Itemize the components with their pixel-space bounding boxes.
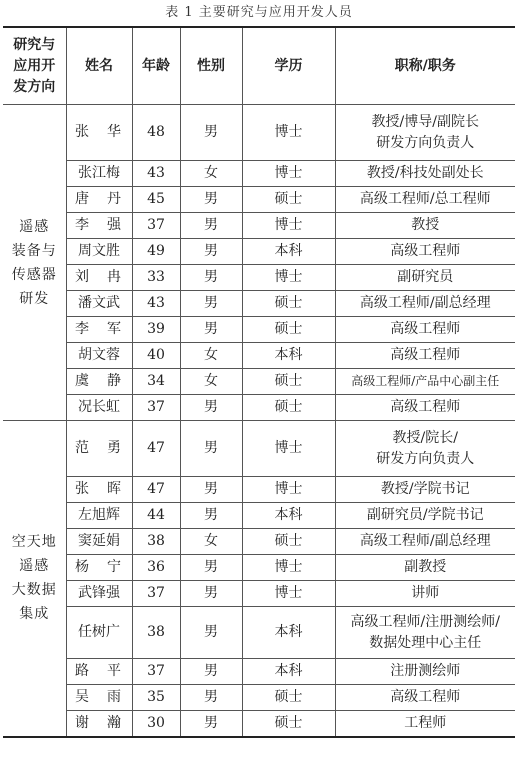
name-cell: 武锋强 (66, 581, 132, 607)
age-cell: 33 (132, 265, 180, 291)
age-cell: 43 (132, 161, 180, 187)
title-cell: 教授/院长/ 研发方向负责人 (335, 421, 515, 477)
title-cell: 副教授 (335, 555, 515, 581)
education-cell: 硕士 (242, 187, 335, 213)
title-cell: 工程师 (335, 711, 515, 737)
title-cell: 高级工程师 (335, 343, 515, 369)
age-cell: 44 (132, 503, 180, 529)
gender-cell: 男 (180, 395, 242, 421)
table-row (3, 607, 515, 659)
title-cell: 教授/科技处副处长 (335, 161, 515, 187)
table-row (3, 529, 515, 555)
gender-cell: 男 (180, 213, 242, 239)
header-age: 年龄 (132, 27, 180, 105)
gender-cell: 男 (180, 477, 242, 503)
title-cell: 教授/博导/副院长 研发方向负责人 (335, 105, 515, 161)
header-education: 学历 (242, 27, 335, 105)
table-header-row (3, 27, 515, 105)
education-cell: 本科 (242, 659, 335, 685)
age-cell: 49 (132, 239, 180, 265)
gender-cell: 男 (180, 659, 242, 685)
education-cell: 本科 (242, 343, 335, 369)
education-cell: 博士 (242, 581, 335, 607)
gender-cell: 男 (180, 187, 242, 213)
name-cell: 刘 冉 (66, 265, 132, 291)
title-cell: 高级工程师/副总经理 (335, 291, 515, 317)
name-cell: 潘文武 (66, 291, 132, 317)
title-cell: 高级工程师/注册测绘师/ 数据处理中心主任 (335, 607, 515, 659)
education-cell: 硕士 (242, 685, 335, 711)
table-row (3, 239, 515, 265)
education-cell: 博士 (242, 161, 335, 187)
group-direction-cell: 空天地 遥感 大数据 集成 (3, 421, 66, 737)
education-cell: 博士 (242, 555, 335, 581)
name-cell: 张江梅 (66, 161, 132, 187)
table-row (3, 477, 515, 503)
age-cell: 47 (132, 477, 180, 503)
table-row (3, 421, 515, 477)
group-direction-cell: 遥感 装备与 传感器 研发 (3, 105, 66, 421)
title-cell: 高级工程师 (335, 239, 515, 265)
table-row (3, 317, 515, 343)
name-cell: 张 晖 (66, 477, 132, 503)
age-cell: 45 (132, 187, 180, 213)
gender-cell: 男 (180, 105, 242, 161)
table-row (3, 503, 515, 529)
education-cell: 本科 (242, 239, 335, 265)
title-cell: 讲师 (335, 581, 515, 607)
name-cell: 路 平 (66, 659, 132, 685)
table-row (3, 685, 515, 711)
title-cell: 注册测绘师 (335, 659, 515, 685)
title-cell: 教授 (335, 213, 515, 239)
education-cell: 本科 (242, 503, 335, 529)
age-cell: 39 (132, 317, 180, 343)
title-cell: 高级工程师 (335, 685, 515, 711)
name-cell: 虞 静 (66, 369, 132, 395)
name-cell: 李 强 (66, 213, 132, 239)
gender-cell: 男 (180, 607, 242, 659)
name-cell: 胡文蓉 (66, 343, 132, 369)
header-name: 姓名 (66, 27, 132, 105)
name-cell: 左旭辉 (66, 503, 132, 529)
name-cell: 谢 瀚 (66, 711, 132, 737)
table-row (3, 369, 515, 395)
table-row (3, 187, 515, 213)
table-row (3, 105, 515, 161)
education-cell: 硕士 (242, 291, 335, 317)
age-cell: 43 (132, 291, 180, 317)
table-row (3, 659, 515, 685)
gender-cell: 男 (180, 581, 242, 607)
education-cell: 硕士 (242, 317, 335, 343)
table-row (3, 581, 515, 607)
staff-table (3, 26, 515, 738)
name-cell: 范 勇 (66, 421, 132, 477)
name-cell: 任树广 (66, 607, 132, 659)
table-row (3, 555, 515, 581)
age-cell: 36 (132, 555, 180, 581)
name-cell: 唐 丹 (66, 187, 132, 213)
age-cell: 48 (132, 105, 180, 161)
education-cell: 硕士 (242, 711, 335, 737)
gender-cell: 男 (180, 421, 242, 477)
name-cell: 李 军 (66, 317, 132, 343)
name-cell: 况长虹 (66, 395, 132, 421)
age-cell: 37 (132, 581, 180, 607)
gender-cell: 男 (180, 317, 242, 343)
header-gender: 性别 (180, 27, 242, 105)
education-cell: 博士 (242, 105, 335, 161)
header-title: 职称/职务 (335, 27, 515, 105)
name-cell: 张 华 (66, 105, 132, 161)
name-cell: 吴 雨 (66, 685, 132, 711)
gender-cell: 女 (180, 343, 242, 369)
table-row (3, 161, 515, 187)
age-cell: 40 (132, 343, 180, 369)
age-cell: 35 (132, 685, 180, 711)
age-cell: 37 (132, 659, 180, 685)
title-cell: 高级工程师/产品中心副主任 (335, 369, 515, 395)
table-row (3, 291, 515, 317)
table-row (3, 343, 515, 369)
title-cell: 副研究员/学院书记 (335, 503, 515, 529)
education-cell: 硕士 (242, 395, 335, 421)
table-row (3, 395, 515, 421)
name-cell: 窦延娟 (66, 529, 132, 555)
age-cell: 38 (132, 607, 180, 659)
age-cell: 37 (132, 395, 180, 421)
education-cell: 博士 (242, 477, 335, 503)
name-cell: 周文胜 (66, 239, 132, 265)
header-direction: 研究与 应用开 发方向 (3, 27, 66, 105)
gender-cell: 男 (180, 555, 242, 581)
gender-cell: 男 (180, 239, 242, 265)
gender-cell: 女 (180, 161, 242, 187)
title-cell: 高级工程师/副总经理 (335, 529, 515, 555)
education-cell: 硕士 (242, 369, 335, 395)
gender-cell: 男 (180, 291, 242, 317)
education-cell: 博士 (242, 421, 335, 477)
education-cell: 博士 (242, 265, 335, 291)
table-row (3, 213, 515, 239)
gender-cell: 女 (180, 529, 242, 555)
age-cell: 38 (132, 529, 180, 555)
table-caption: 表 1 主要研究与应用开发人员 (165, 5, 353, 20)
title-cell: 高级工程师/总工程师 (335, 187, 515, 213)
age-cell: 30 (132, 711, 180, 737)
title-cell: 副研究员 (335, 265, 515, 291)
age-cell: 47 (132, 421, 180, 477)
table-row (3, 711, 515, 737)
age-cell: 34 (132, 369, 180, 395)
age-cell: 37 (132, 213, 180, 239)
gender-cell: 男 (180, 265, 242, 291)
name-cell: 杨 宁 (66, 555, 132, 581)
education-cell: 本科 (242, 607, 335, 659)
table-row (3, 265, 515, 291)
gender-cell: 男 (180, 711, 242, 737)
title-cell: 教授/学院书记 (335, 477, 515, 503)
gender-cell: 男 (180, 503, 242, 529)
gender-cell: 女 (180, 369, 242, 395)
education-cell: 博士 (242, 213, 335, 239)
title-cell: 高级工程师 (335, 395, 515, 421)
gender-cell: 男 (180, 685, 242, 711)
title-cell: 高级工程师 (335, 317, 515, 343)
education-cell: 硕士 (242, 529, 335, 555)
